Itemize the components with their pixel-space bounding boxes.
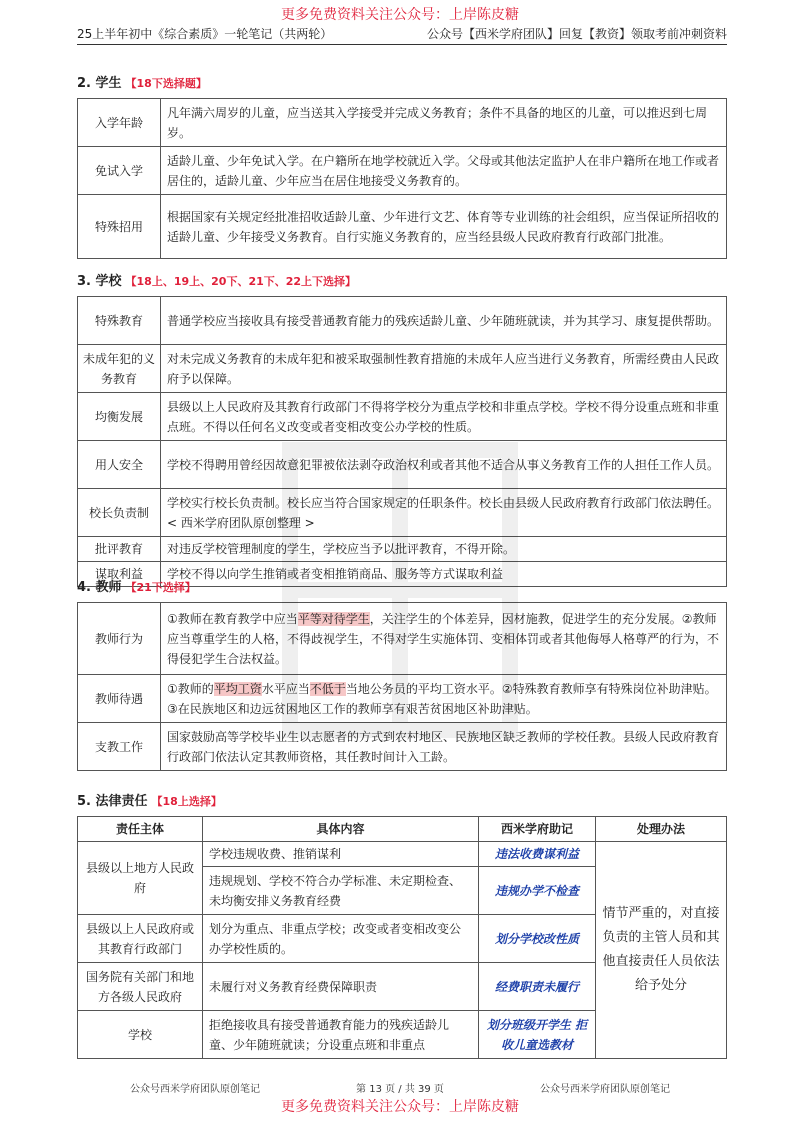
header-left: 25上半年初中《综合素质》一轮笔记（共两轮） [77, 27, 333, 41]
mnemonic-cell: 违法收费谋利益 [479, 842, 596, 867]
row-value: 国家鼓励高等学校毕业生以志愿者的方式到农村地区、民族地区缺乏教师的学校任教。县级人民政府教育行政部门依法认定其教师资格，其任教时间计入工龄。 [161, 723, 727, 771]
content-cell: 未履行对义务教育经费保障职责 [203, 963, 479, 1011]
text-run: 水平应当 [261, 681, 310, 696]
section-title-teachers [77, 576, 196, 595]
legal-table [77, 816, 727, 1059]
row-value: 适龄儿童、少年免试入学。在户籍所在地学校就近入学。父母或其他法定监护人在非户籍所在地工作或者居住的，适龄儿童、少年应当在居住地接受义务教育的。 [161, 147, 727, 195]
row-key: 支教工作 [78, 723, 161, 771]
table-row [78, 195, 727, 259]
row-value: 学校不得聘用曾经因故意犯罪被依法剥夺政治权利或者其他不适合从事义务教育工作的人担任工作人员。 [161, 441, 727, 489]
section-title-schools [77, 270, 356, 289]
row-value: 普通学校应当接收具有接受普通教育能力的残疾适龄儿童、少年随班就读，并为其学习、康复提供帮助。 [161, 297, 727, 345]
text-run: ，关注学生的个体差异，因材施教，促进学生的充分发展。②教师应当尊重学生的人格，不得歧视学生，不得对学生实施体罚、变相体罚或者其他侮辱人格尊严的行为，不得侵犯学生合法权益。 [167, 611, 720, 666]
watermark-logo [270, 430, 530, 750]
row-key: 入学年龄 [78, 99, 161, 147]
table-row [78, 842, 727, 867]
row-value: 学校实行校长负责制。校长应当符合国家规定的任职条件。校长由县级人民政府教育行政部门依法聘任。< 西米学府团队原创整理 > [161, 489, 727, 537]
mnemonic-cell: 违规办学不检查 [479, 867, 596, 915]
row-key: 未成年犯的义务教育 [78, 345, 161, 393]
highlighted-text: 平等对待学生 [297, 611, 370, 626]
row-key: 特殊教育 [78, 297, 161, 345]
table-row [78, 147, 727, 195]
row-key: 均衡发展 [78, 393, 161, 441]
row-key: 特殊招用 [78, 195, 161, 259]
promo-banner-top: 更多免费资料关注公众号：上岸陈皮糖 [281, 7, 519, 23]
subject-cell: 国务院有关部门和地方各级人民政府 [78, 963, 203, 1011]
table-row [78, 297, 727, 345]
header-right: 公众号【西米学府团队】回复【教资】领取考前冲刺资料 [426, 27, 727, 41]
row-key: 校长负责制 [78, 489, 161, 537]
exam-tag: 【21下选择】 [125, 581, 196, 594]
highlighted-text: 不低于 [309, 681, 346, 696]
exam-tag: 【18下选择题】 [125, 77, 207, 90]
content-cell: 拒绝接收具有接受普通教育能力的残疾适龄儿童、少年随班就读；分设重点班和非重点 [203, 1011, 479, 1059]
footer-page-number: 第 13 页 / 共 39 页 [356, 1084, 444, 1095]
row-key: 免试入学 [78, 147, 161, 195]
mnemonic-cell: 划分学校改性质 [479, 915, 596, 963]
subject-cell: 县级以上人民政府或其教育行政部门 [78, 915, 203, 963]
handling-cell: 情节严重的，对直接负责的主管人员和其他直接责任人员依法给予处分 [596, 842, 727, 1059]
section-heading: 4. 教师 [77, 580, 122, 595]
row-value: 对违反学校管理制度的学生，学校应当予以批评教育，不得开除。 [161, 537, 727, 562]
row-value: 对未完成义务教育的未成年犯和被采取强制性教育措施的未成年人应当进行义务教育，所需经费由人民政府予以保障。 [161, 345, 727, 393]
column-header: 具体内容 [203, 817, 479, 842]
column-header: 责任主体 [78, 817, 203, 842]
content-cell: 学校违规收费、推销谋利 [203, 842, 479, 867]
row-value: 根据国家有关规定经批准招收适龄儿童、少年进行文艺、体育等专业训练的社会组织，应当保证所招收的适龄儿童、少年接受义务教育。自行实施义务教育的，应当经县级人民政府教育行政部门批准。 [161, 195, 727, 259]
mnemonic-cell: 划分班级开学生 拒收儿童选教材 [479, 1011, 596, 1059]
section-heading: 5. 法律责任 [77, 794, 148, 809]
section-title-students [77, 72, 207, 91]
column-header: 西米学府助记 [479, 817, 596, 842]
exam-tag: 【18上选择】 [151, 795, 222, 808]
column-header: 处理办法 [596, 817, 727, 842]
row-key: 教师待遇 [78, 675, 161, 723]
table-row [78, 99, 727, 147]
subject-cell: 县级以上地方人民政府 [78, 842, 203, 915]
section-heading: 2. 学生 [77, 76, 122, 91]
row-key: 谋取利益 [78, 562, 161, 587]
row-key: 用人安全 [78, 441, 161, 489]
content-cell: 划分为重点、非重点学校；改变或者变相改变公办学校性质的。 [203, 915, 479, 963]
section-heading: 3. 学校 [77, 274, 122, 289]
row-key: 批评教育 [78, 537, 161, 562]
table-row [78, 345, 727, 393]
mnemonic-cell: 经费职责未履行 [479, 963, 596, 1011]
subject-cell: 学校 [78, 1011, 203, 1059]
section-title-legal [77, 790, 222, 809]
row-value: 凡年满六周岁的儿童，应当送其入学接受并完成义务教育；条件不具备的地区的儿童，可以推迟到七周岁。 [161, 99, 727, 147]
row-value: 学校不得以向学生推销或者变相推销商品、服务等方式谋取利益 [161, 562, 727, 587]
table-header-row [78, 817, 727, 842]
text-run: 当地公务员的平均工资水平。②特殊教育教师享有特殊岗位补助津贴。③在民族地区和边远贫困地区工作的教师享有艰苦贫困地区补助津贴。 [167, 681, 717, 716]
content-cell: 违规规划、学校不符合办学标准、未定期检查、未均衡安排义务教育经费 [203, 867, 479, 915]
text-run: ①教师的 [167, 681, 214, 696]
page-header [77, 22, 727, 45]
promo-banner-bottom: 更多免费资料关注公众号：上岸陈皮糖 [281, 1099, 519, 1115]
footer-left: 公众号西米学府团队原创笔记 [130, 1084, 260, 1095]
row-value: 县级以上人民政府及其教育行政部门不得将学校分为重点学校和非重点学校。学校不得分设重点班和非重点班。不得以任何名义改变或者变相改变公办学校的性质。 [161, 393, 727, 441]
students-table [77, 98, 727, 259]
text-run: ①教师在教育教学中应当 [167, 611, 298, 626]
highlighted-text: 平均工资 [213, 681, 262, 696]
exam-tag: 【18上、19上、20下、21下、22上下选择】 [125, 275, 357, 288]
row-key: 教师行为 [78, 603, 161, 675]
footer-right: 公众号西米学府团队原创笔记 [540, 1084, 670, 1095]
